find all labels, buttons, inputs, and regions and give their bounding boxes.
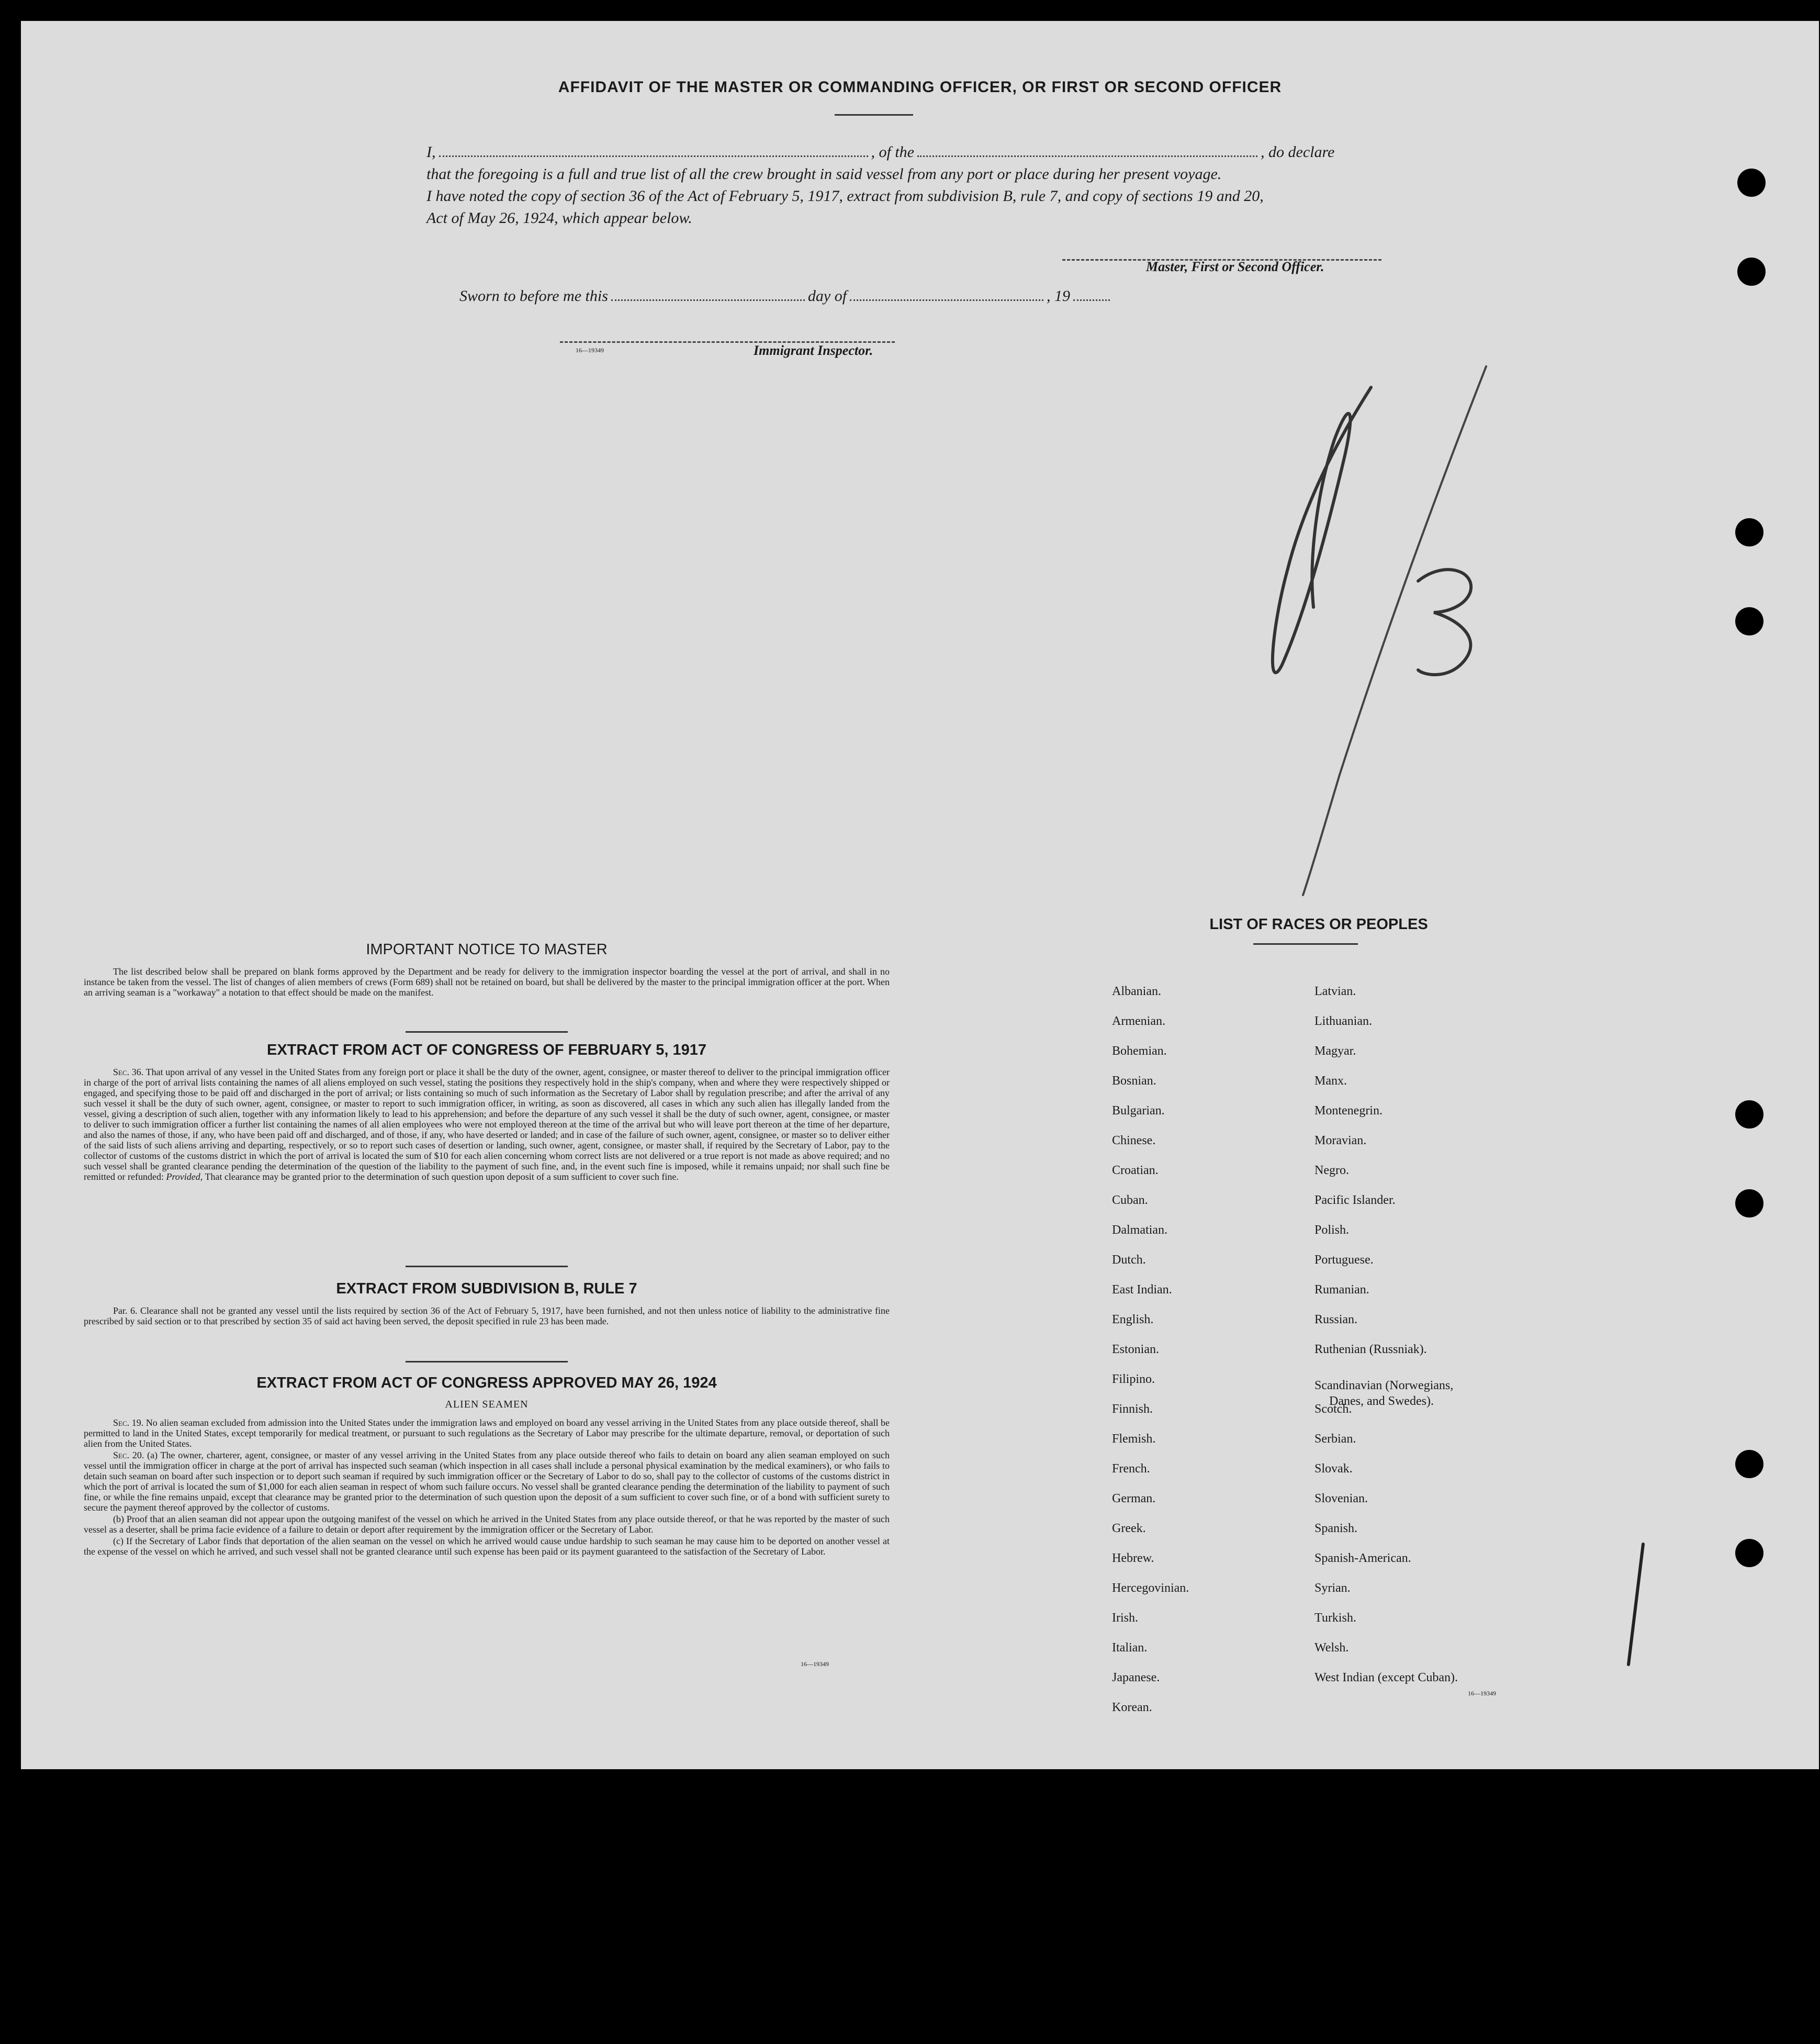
race-item: Croatian. — [1112, 1164, 1159, 1177]
race-item: East Indian. — [1112, 1283, 1172, 1297]
affidavit-declare-label: , do declare — [1261, 143, 1335, 161]
name-field[interactable] — [439, 155, 868, 157]
race-item: Finnish. — [1112, 1402, 1153, 1416]
affidavit-line-2: that the foregoing is a full and true list of all the crew brought in said vessel from any port or place during her present voyage. — [426, 165, 1222, 183]
punch-hole — [1735, 1450, 1763, 1478]
race-item: Hebrew. — [1112, 1551, 1154, 1565]
race-item: Cuban. — [1112, 1193, 1148, 1207]
year-label: , 19 — [1047, 287, 1071, 305]
sworn-year-field[interactable] — [1073, 299, 1110, 301]
race-item: Lithuanian. — [1315, 1014, 1372, 1028]
proviso-label: Provided, — [166, 1171, 203, 1182]
race-item: Albanian. — [1112, 985, 1161, 998]
race-item: Welsh. — [1315, 1641, 1349, 1655]
punch-hole — [1735, 1189, 1763, 1218]
punch-hole — [1737, 258, 1766, 286]
title-underline — [835, 114, 913, 116]
race-item: Turkish. — [1315, 1611, 1356, 1625]
form-number-notice: 16—19349 — [801, 1660, 829, 1668]
race-item: Bosnian. — [1112, 1074, 1156, 1088]
punch-hole — [1737, 169, 1766, 197]
race-item: Estonian. — [1112, 1343, 1159, 1356]
notice-paragraph: The list described below shall be prepared on blank forms approved by the Department and be ready for delivery to the immigration inspector boarding the vessel at the port of arrival, and shall in no instance be taken from the vessel. The list of changes of alien members of crews (Form 689) shall not be retained on board, but shall be delivered by the master to the principal immigration officer at the port. When an arriving seaman is a "workaway" a notation to that effect should be made on the manifest. — [84, 966, 890, 998]
race-item: Chinese. — [1112, 1134, 1156, 1147]
race-item: German. — [1112, 1492, 1156, 1505]
race-item: Scandinavian (Norwegians, — [1315, 1379, 1454, 1392]
sworn-line — [459, 285, 1464, 307]
section-20-label: Sec. 20. — [113, 1450, 144, 1460]
race-item: Hercegovinian. — [1112, 1581, 1189, 1595]
vessel-field[interactable] — [917, 155, 1257, 157]
handwritten-tally — [1622, 1539, 1654, 1670]
divider-1 — [406, 1031, 568, 1033]
race-item: Bulgarian. — [1112, 1104, 1165, 1118]
race-item: Irish. — [1112, 1611, 1138, 1625]
race-item: Polish. — [1315, 1223, 1350, 1237]
race-item: Latvian. — [1315, 985, 1356, 998]
race-item: Italian. — [1112, 1641, 1148, 1655]
sworn-label: Sworn to before me this — [459, 287, 608, 305]
rule7-paragraph: Par. 6. Clearance shall not be granted any vessel until the lists required by section 36 of the Act of February 5, 1917, have been furnished, and not then unless notice of liability to the administrative fine prescribed by said section or to that prescribed by section 35 of said act having been served, the deposit specified in rule 23 has been made. — [84, 1305, 890, 1326]
affidavit-title: AFFIDAVIT OF THE MASTER OR COMMANDING OFFICER, OR FIRST OR SECOND OFFICER — [558, 79, 1282, 96]
race-item: Pacific Islander. — [1315, 1193, 1396, 1207]
race-item: Portuguese. — [1315, 1253, 1374, 1267]
race-item: Dutch. — [1112, 1253, 1146, 1267]
sworn-date-field[interactable] — [611, 299, 805, 301]
race-item: English. — [1112, 1313, 1154, 1326]
race-item: Moravian. — [1315, 1134, 1367, 1147]
race-item: Bohemian. — [1112, 1044, 1167, 1058]
affidavit-line-1 — [426, 141, 1431, 163]
affidavit-line-4: Act of May 26, 1924, which appear below. — [426, 209, 692, 227]
race-item: Ruthenian (Russniak). — [1315, 1343, 1427, 1356]
section-20a-body: (a) The owner, charterer, agent, consignee, or master of any vessel arriving in the United States from any place outside thereof who fails to detain on board any alien seaman employed on such vessel until the immigration officer in charge at the port of arrival has inspected such seaman (which inspection in all cases shall include a personal physical examination by the medical examiners), or who fails to detain such seaman on board after such inspection or to deport such seaman if required by such immigration officer or the Secretary of Labor to do so, shall pay to the collector of customs of the customs district in which the port of arrival is located the sum of $1,000 for each alien seaman in respect of whom such failure occurs. No vessel shall be granted clearance pending the determination of the liability to payment of such fine, or while the fine remains unpaid, except that clearance may be granted prior to the determination of such question upon the deposit of a sum sufficient to cover such fine, or of a bond with sufficient surety to secure the payment thereof approved by the collector of customs. — [84, 1450, 890, 1513]
section-19-label: Sec. 19. — [113, 1417, 144, 1428]
race-item: Serbian. — [1315, 1432, 1356, 1446]
form-number-top: 16—19349 — [576, 347, 604, 354]
race-item: Filipino. — [1112, 1372, 1155, 1386]
punch-hole — [1735, 607, 1763, 635]
race-item: Greek. — [1112, 1522, 1146, 1535]
sworn-month-field[interactable] — [850, 299, 1043, 301]
inspector-signature-label: Immigrant Inspector. — [754, 343, 873, 358]
race-item: Spanish. — [1315, 1522, 1358, 1535]
race-item: Dalmatian. — [1112, 1223, 1167, 1237]
extract-1917-title: EXTRACT FROM ACT OF CONGRESS OF FEBRUARY 5, 1917 — [266, 1042, 707, 1058]
race-item: Flemish. — [1112, 1432, 1156, 1446]
alien-seamen-subtitle: ALIEN SEAMEN — [445, 1399, 529, 1410]
punch-hole — [1735, 518, 1763, 546]
affidavit-of-label: , of the — [871, 143, 914, 161]
race-item: Japanese. — [1112, 1671, 1160, 1684]
handwritten-mark — [1214, 335, 1507, 911]
race-item: Slovenian. — [1315, 1492, 1368, 1505]
race-item: Magyar. — [1315, 1044, 1356, 1058]
race-item: Scotch. — [1315, 1402, 1352, 1416]
race-item: Rumanian. — [1315, 1283, 1369, 1297]
punch-hole — [1735, 1539, 1763, 1567]
section-20c-paragraph: (c) If the Secretary of Labor finds that deportation of the alien seaman on the vessel on which he arrived would cause undue hardship to such seaman he may cause him to be deported on another vessel at the expense of the vessel on which he arrived, and such vessel shall not be granted clearance until such expense has been paid or its payment guaranteed to the satisfaction of the Secretary of Labor. — [84, 1536, 890, 1557]
race-item: Armenian. — [1112, 1014, 1165, 1028]
race-item: Russian. — [1315, 1313, 1358, 1326]
master-signature-label: Master, First or Second Officer. — [1146, 259, 1324, 274]
race-item: Danes, and Swedes). — [1329, 1394, 1434, 1408]
race-item: French. — [1112, 1462, 1150, 1476]
section-20a-paragraph — [84, 1450, 890, 1513]
race-item: Montenegrin. — [1315, 1104, 1383, 1118]
proviso-body: That clearance may be granted prior to the determination of such question upon deposit of a sum sufficient to cover such fine. — [205, 1171, 679, 1182]
affidavit-line-3: I have noted the copy of section 36 of the Act of February 5, 1917, extract from subdivision B, rule 7, and copy of sections 19 and 20, — [426, 187, 1264, 205]
extract-rule7-title: EXTRACT FROM SUBDIVISION B, RULE 7 — [336, 1280, 637, 1297]
race-item: Spanish-American. — [1315, 1551, 1411, 1565]
race-item: West Indian (except Cuban). — [1315, 1671, 1458, 1684]
section-36-body: That upon arrival of any vessel in the United States from any foreign port or place it shall be the duty of the owner, agent, consignee, or master thereof to deliver to the principal immigration officer in charge of the port of arrival lists containing the names of all aliens employed on such vessel, stating the positions they respectively hold in the ship's company, when and where they were respectively shipped or engaged, and specifying those to be paid off and discharged in the port of arrival; or lists containing so much of such information as the Secretary of Labor shall by regulation prescribe; and after the arrival of any such vessel it shall be the duty of such owner, agent, consignee, or master to report to such immigration officer, in writing, as soon as discovered, all cases in which any such alien has illegally landed from the vessel, giving a description of such alien, together with any information likely to lead to his apprehension; and before the departure of any such vessel it shall be the duty of such owner, agent, consignee, or master to deliver to such immigration officer a further list containing the names of all alien employees who were not employed thereon at the time of the arrival but who will leave port thereon at the time of her departure, and also the names of those, if any, who have been paid off and discharged, and of those, if any, who have deserted or landed; and in case of the failure of such owner, agent, consignee, or master so to deliver either of the said lists of such aliens arriving and departing, respectively, or so to report such cases of desertion or landing, such owner, agent, consignee, or master shall, if required by the Secretary of Labor, pay to the collector of customs of the customs district in which the port of arrival is located the sum of $10 for each alien concerning whom correct lists are not delivered or a true report is not made as above required; and no such vessel shall be granted clearance pending the determination of the question of the liability to the payment of such fine, and, in the event such fine is imposed, while it remains unpaid; nor shall such fine be remitted or refunded: — [84, 1067, 890, 1182]
race-item: Negro. — [1315, 1164, 1349, 1177]
divider-3 — [406, 1361, 568, 1362]
section-36-paragraph — [84, 1067, 890, 1182]
races-title: LIST OF RACES OR PEOPLES — [1209, 916, 1428, 933]
race-item: Manx. — [1315, 1074, 1347, 1088]
race-item: Syrian. — [1315, 1581, 1351, 1595]
document-page — [21, 21, 1819, 1769]
extract-rule7-text — [84, 1305, 890, 1327]
races-title-underline — [1253, 943, 1358, 945]
extract-1917-text — [84, 1067, 890, 1183]
extract-1924-title: EXTRACT FROM ACT OF CONGRESS APPROVED MAY 26, 1924 — [256, 1375, 717, 1391]
notice-title: IMPORTANT NOTICE TO MASTER — [366, 941, 608, 958]
punch-hole — [1735, 1100, 1763, 1129]
race-item: Slovak. — [1315, 1462, 1353, 1476]
affidavit-i-label: I, — [426, 143, 436, 161]
section-20b-paragraph: (b) Proof that an alien seaman did not appear upon the outgoing manifest of the vessel on which he arrived in the United States from any place outside thereof, or that he was reported by the master of such vessel as a deserter, shall be prima facie evidence of a failure to detain or deport after requirement by the immigration officer or the Secretary of Labor. — [84, 1514, 890, 1535]
form-number-races: 16—19349 — [1468, 1690, 1496, 1697]
day-of-label: day of — [807, 287, 847, 305]
notice-text — [84, 966, 890, 999]
race-item: Korean. — [1112, 1701, 1152, 1714]
section-19-body: No alien seaman excluded from admission into the United States under the immigration laws and employed on board any vessel arriving in the United States from any place outside thereof, shall be permitted to land in the United States, except temporarily for medical treatment, or pursuant to such regulations as the Secretary of Labor may prescribe for the ultimate departure, removal, or deportation of such alien from the United States. — [84, 1417, 890, 1449]
extract-1924-text — [84, 1417, 890, 1558]
section-36-label: Sec. 36. — [113, 1067, 144, 1077]
divider-2 — [406, 1266, 568, 1267]
section-19-paragraph — [84, 1417, 890, 1449]
